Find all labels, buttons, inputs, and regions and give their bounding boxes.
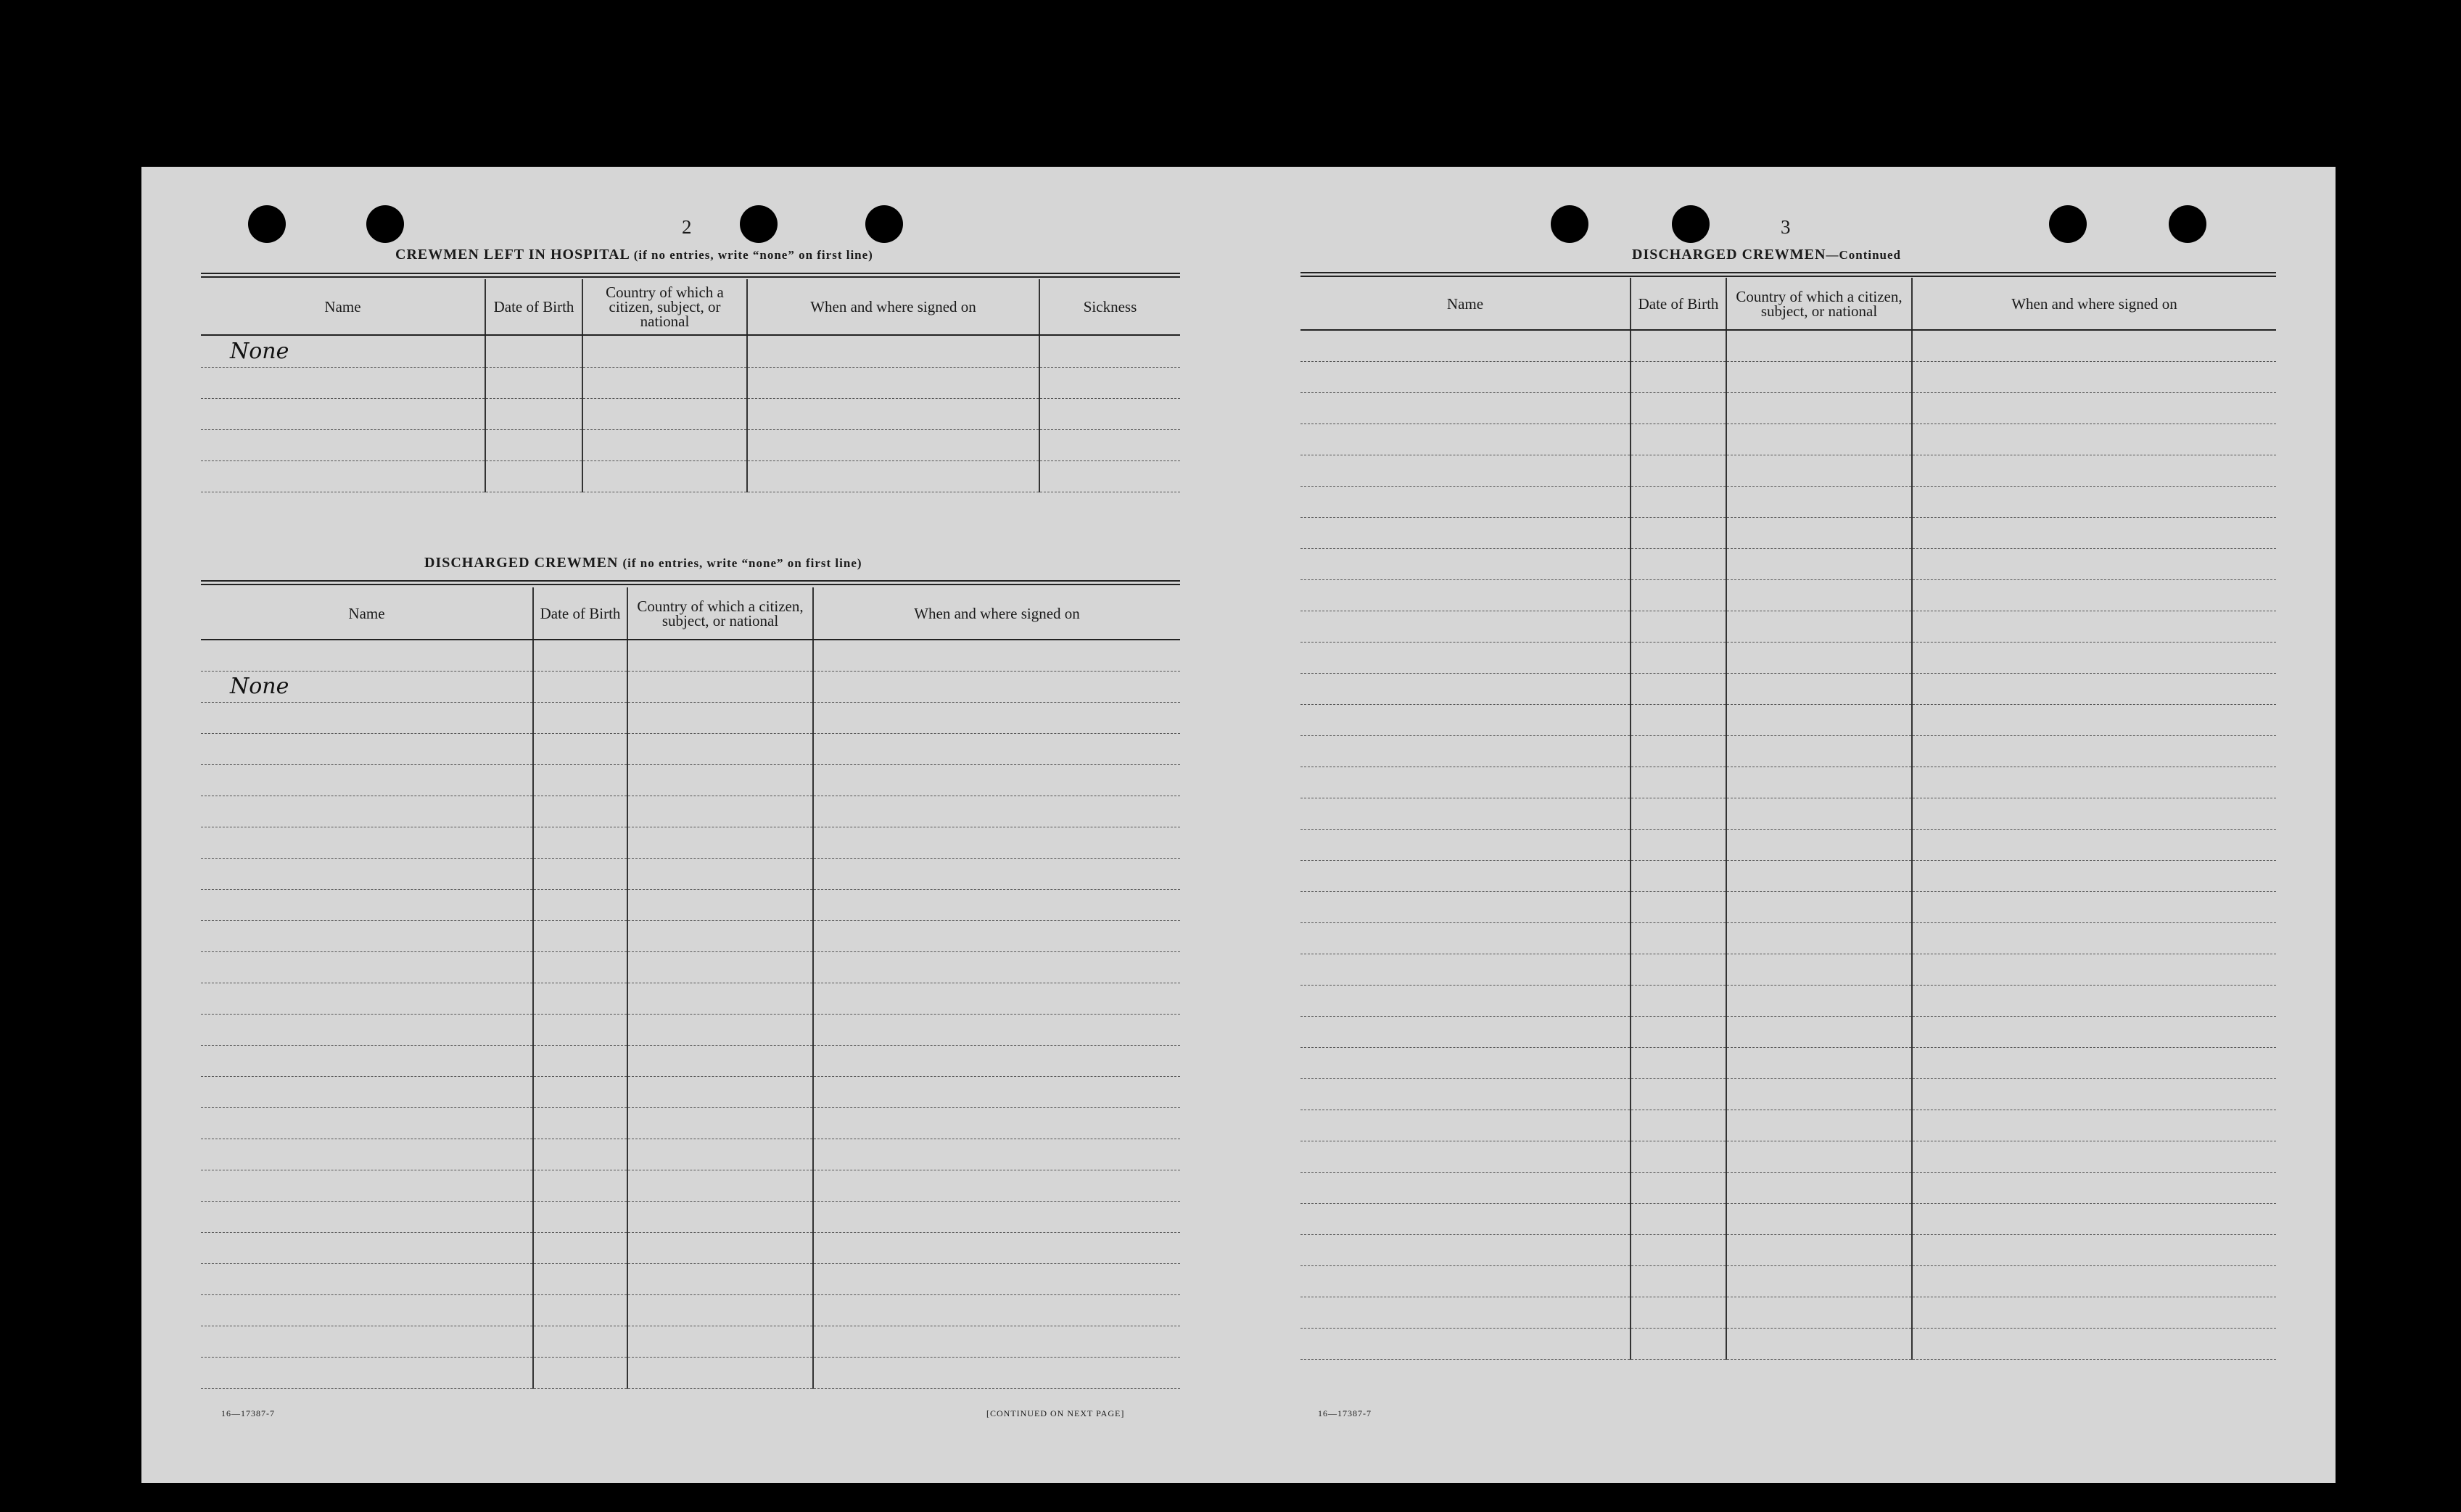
table-row (201, 827, 1180, 858)
form-number-left: 16—17387-7 (221, 1408, 275, 1418)
hospital-table (201, 279, 1180, 492)
discharged-table (201, 587, 1180, 1389)
table-row (201, 951, 1180, 983)
table-row (201, 1357, 1180, 1388)
table-row (201, 1170, 1180, 1201)
table-row (1300, 860, 2276, 891)
col-header-country: Country of which a citizen, subject, or national (582, 279, 747, 335)
continued-suffix: —Continued (1826, 248, 1901, 262)
table-row (1300, 392, 2276, 424)
punch-hole (2049, 205, 2087, 243)
col-header-date-of-birth: Date of Birth (485, 279, 582, 335)
table-row (1300, 954, 2276, 985)
table-row (201, 702, 1180, 733)
table-row (201, 1139, 1180, 1170)
table-row (201, 1263, 1180, 1294)
table-row (1300, 1016, 2276, 1047)
table-row (201, 764, 1180, 796)
table-row (201, 640, 1180, 671)
handwritten-entry: None (201, 335, 485, 367)
table-row (201, 335, 1180, 367)
table-row (1300, 455, 2276, 486)
table-row (201, 796, 1180, 827)
table-row (1300, 548, 2276, 579)
table-row (1300, 1328, 2276, 1359)
table-row (1300, 1203, 2276, 1234)
hospital-top-rule (201, 273, 1180, 278)
continued-note: [CONTINUED ON NEXT PAGE] (986, 1408, 1125, 1418)
punch-hole (1672, 205, 1710, 243)
table-row (201, 398, 1180, 429)
table-row (1300, 704, 2276, 735)
page-number-right: 3 (1781, 216, 1791, 238)
punch-hole (1551, 205, 1588, 243)
punch-hole (248, 205, 286, 243)
table-row (1300, 642, 2276, 673)
table-row (201, 367, 1180, 398)
table-row (1300, 361, 2276, 392)
table-row (201, 1045, 1180, 1076)
col-header-date-of-birth: Date of Birth (533, 587, 627, 640)
table-row (201, 1294, 1180, 1326)
hospital-instruction: (if no entries, write “none” on first line) (633, 248, 873, 262)
col-header-country: Country of which a citizen, subject, or national (1726, 278, 1912, 330)
discharged-top-rule (201, 580, 1180, 585)
col-header-signed-on: When and where signed on (813, 587, 1180, 640)
table-row (201, 1232, 1180, 1263)
table-row (1300, 1234, 2276, 1265)
col-header-country: Country of which a citizen, subject, or national (627, 587, 813, 640)
table-row (1300, 1047, 2276, 1078)
punch-hole (2169, 205, 2206, 243)
table-row (1300, 517, 2276, 548)
table-row (1300, 829, 2276, 860)
col-header-name: Name (201, 587, 533, 640)
table-row (201, 1107, 1180, 1139)
table-row (1300, 1078, 2276, 1110)
table-row (201, 889, 1180, 920)
table-row (201, 671, 1180, 702)
table-row (201, 733, 1180, 764)
table-row (1300, 673, 2276, 704)
col-header-date-of-birth: Date of Birth (1631, 278, 1726, 330)
col-header-name: Name (1300, 278, 1631, 330)
table-row (201, 858, 1180, 889)
handwritten-entry: None (201, 671, 533, 702)
table-row (1300, 1297, 2276, 1328)
hospital-title-text: CREWMEN LEFT IN HOSPITAL (395, 247, 630, 263)
discharged-continued-table (1300, 278, 2276, 1360)
table-row (1300, 579, 2276, 611)
table-row (1300, 330, 2276, 361)
col-header-signed-on: When and where signed on (747, 279, 1039, 335)
col-header-name: Name (201, 279, 485, 335)
col-header-signed-on: When and where signed on (1912, 278, 2276, 330)
table-row (1300, 735, 2276, 767)
table-row (201, 1326, 1180, 1357)
hospital-section-title (395, 247, 873, 263)
table-row (1300, 1141, 2276, 1172)
table-row (1300, 486, 2276, 517)
discharged-instruction: (if no entries, write “none” on first line) (622, 556, 862, 570)
table-row (1300, 767, 2276, 798)
table-row (1300, 985, 2276, 1016)
table-row (1300, 1172, 2276, 1203)
punch-hole (366, 205, 404, 243)
table-row (201, 429, 1180, 460)
table-row (1300, 891, 2276, 922)
table-row (1300, 798, 2276, 829)
discharged-section-title (424, 555, 862, 571)
discharged-title-text: DISCHARGED CREWMEN (424, 555, 619, 571)
table-row (1300, 1110, 2276, 1141)
table-row (1300, 922, 2276, 954)
table-row (201, 920, 1180, 951)
punch-hole (865, 205, 903, 243)
discharged-continued-title (1632, 247, 1901, 263)
right-top-rule (1300, 272, 2276, 277)
table-row (201, 460, 1180, 492)
discharged-continued-title-text: DISCHARGED CREWMEN (1632, 247, 1826, 263)
punch-hole (740, 205, 778, 243)
table-row (201, 1014, 1180, 1045)
form-number-right: 16—17387-7 (1318, 1408, 1372, 1418)
page-number-left: 2 (682, 216, 692, 238)
table-row (201, 1201, 1180, 1232)
col-header-sickness: Sickness (1039, 279, 1180, 335)
table-row (1300, 611, 2276, 642)
table-row (201, 983, 1180, 1014)
document-sheet (141, 167, 2336, 1483)
table-row (1300, 424, 2276, 455)
table-row (201, 1076, 1180, 1107)
table-row (1300, 1265, 2276, 1297)
